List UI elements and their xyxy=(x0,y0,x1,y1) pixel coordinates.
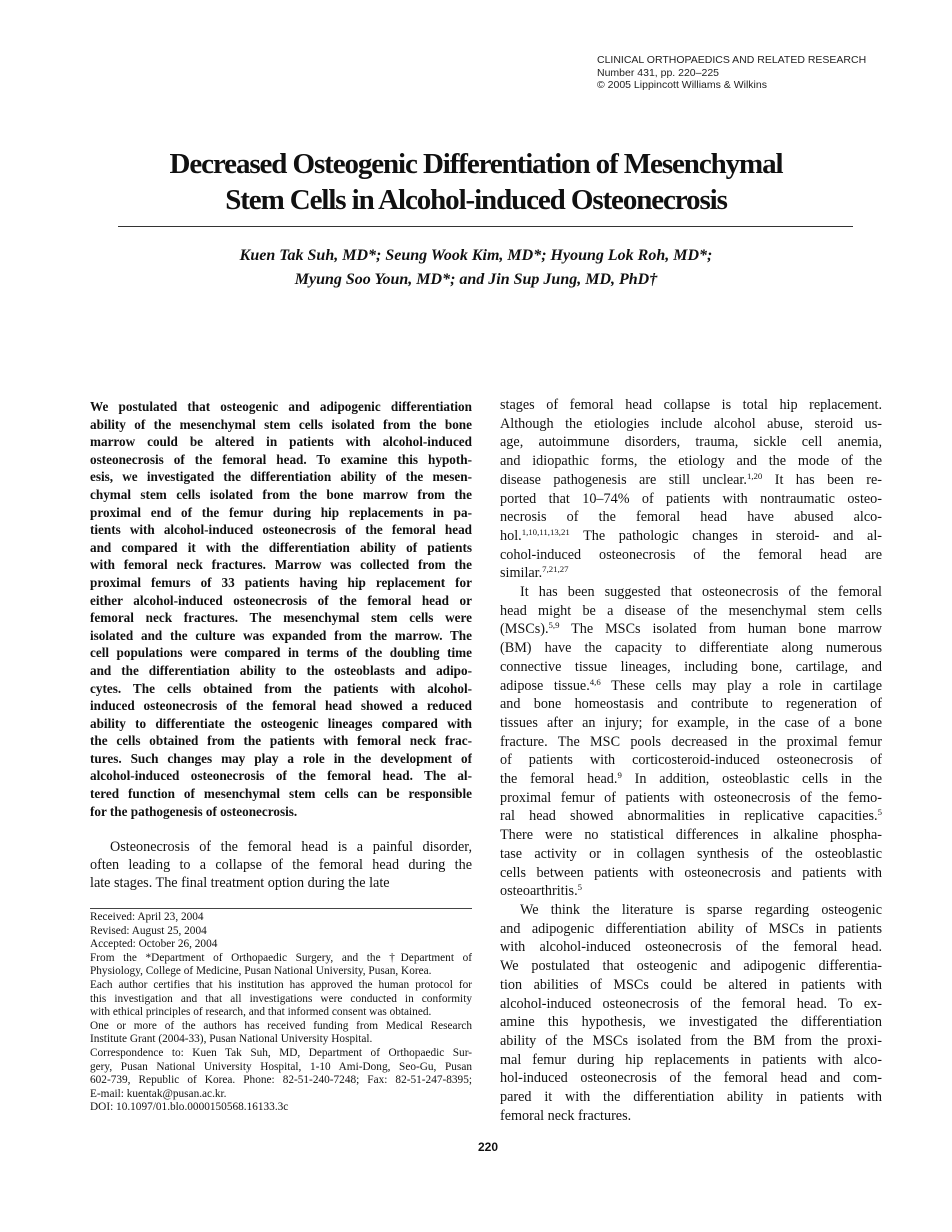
text-line: chymal stem cells isolated from the bone marrow from the xyxy=(90,486,472,502)
footnote-rule xyxy=(90,908,472,909)
text-line: tissues after an injury; for example, in the case of a bone xyxy=(500,714,882,731)
journal-copyright: © 2005 Lippincott Williams & Wilkins xyxy=(597,79,767,92)
text-line: amine this hypothesis, we investigated the differentiation xyxy=(500,1014,882,1031)
text-line: proximal femur of patients with osteonecrosis of the femo- xyxy=(500,789,882,806)
text-line: It has been suggested that osteonecrosis of the femoral xyxy=(520,584,882,601)
text-line: and the differentiation ability to the osteoblasts and adipo- xyxy=(90,662,472,678)
text-line: the femoral head.$^9$ In addition, osteoblastic cells in the xyxy=(500,770,882,788)
text-line: and adipogenic differentiation ability of MSCs in patients xyxy=(500,920,882,937)
text-line: stages of femoral head collapse is total hip replacement. xyxy=(500,397,882,413)
text-line: fracture. The MSC pools decreased in the proximal femur xyxy=(500,733,882,750)
text-line: There were no statistical differences in alkaline phospha- xyxy=(500,827,882,844)
text-line: often leading to a collapse of the femoral head during the xyxy=(90,857,472,873)
authors-line: Myung Soo Youn, MD*; and Jin Sup Jung, MD, PhD† xyxy=(294,271,658,288)
citation-superscript: 1,10,11,13,21 xyxy=(521,527,570,538)
text-line: 602-739, Republic of Korea. Phone: 82-51-240-7248; Fax: 82-51-247-8395; xyxy=(90,1074,472,1087)
text-line: cohol-induced osteonecrosis of the femoral head are xyxy=(500,546,882,563)
footnotes xyxy=(90,911,472,1115)
text-line: Although the etiologies include alcohol abuse, steroid us- xyxy=(500,415,882,432)
introduction-right xyxy=(500,396,882,1125)
text-line: cell populations were compared in terms of the doubling time xyxy=(90,645,472,661)
text-line: adipose tissue.$^{4,6}$ These cells may play a role in cartilage xyxy=(500,676,882,694)
text-line: with ethical principles of research, and that informed consent was obtained. xyxy=(90,1006,432,1019)
text-line: hol-induced osteonecrosis of the femoral head and com- xyxy=(500,1070,882,1087)
text-line: mal femur during hip replacements in patients with alco- xyxy=(500,1051,882,1068)
title-rule xyxy=(118,226,853,227)
text-line: age, autoimmune disorders, trauma, sickle cell anemia, xyxy=(500,434,882,451)
paper-title xyxy=(0,146,952,218)
text-line: We postulated that osteogenic and adipogenic differentiation xyxy=(90,399,472,414)
text-line: osteoarthritis.$^5$ xyxy=(500,882,583,900)
text-line: DOI: 10.1097/01.blo.0000150568.16133.3c xyxy=(90,1101,289,1114)
text-line: with femoral neck fractures. Marrow was collected from the xyxy=(90,557,472,573)
text-line: Osteonecrosis of the femoral head is a painful disorder, xyxy=(110,839,472,855)
author-list xyxy=(0,244,952,292)
citation-superscript: 9 xyxy=(617,770,622,781)
abstract xyxy=(90,398,472,820)
text-line: Correspondence to: Kuen Tak Suh, MD, Department of Orthopaedic Sur- xyxy=(90,1046,472,1059)
text-line: ral head showed abnormalities in replicative capacities.$^5$ xyxy=(500,807,882,825)
citation-superscript: 7,21,27 xyxy=(542,564,569,575)
title-line: Stem Cells in Alcohol-induced Osteonecrosis xyxy=(225,184,727,216)
text-line: We think the literature is sparse regarding osteogenic xyxy=(520,901,882,918)
title-line: Decreased Osteogenic Differentiation of Mesenchymal xyxy=(169,148,783,180)
text-line: One or more of the authors has received funding from Medical Research xyxy=(90,1019,472,1032)
text-line: late stages. The final treatment option during the late xyxy=(90,875,390,891)
text-line: cells between patients with osteonecrosis and patients with xyxy=(500,864,882,881)
journal-name: CLINICAL ORTHOPAEDICS AND RELATED RESEARCH xyxy=(597,54,867,66)
text-line: proximal femurs of 33 patients having hip replacement for xyxy=(90,574,472,590)
citation-superscript: 5 xyxy=(577,882,583,893)
text-line: gery, Pusan National University Hospital, 1-10 Ami-Dong, Seo-Gu, Pusan xyxy=(90,1060,472,1073)
text-line: Each author certifies that his institution has approved the human protocol for xyxy=(90,978,472,991)
text-line: esis, we investigated the differentiation ability of the mesen- xyxy=(90,469,472,485)
text-line: pared it with the differentiation ability in patients with xyxy=(500,1089,882,1106)
text-line: ability of the mesenchymal stem cells isolated from the bone xyxy=(90,416,472,432)
page-number: 220 xyxy=(477,1140,499,1154)
text-line: tered function of mesenchymal stem cells can be responsible xyxy=(90,786,472,802)
text-line: marrow could be altered in patients with alcohol-induced xyxy=(90,434,472,450)
text-line: (MSCs).$^{5,9}$ The MSCs isolated from human bone marrow xyxy=(500,620,882,638)
text-line: Physiology, College of Medicine, Pusan National University, Pusan, Korea. xyxy=(90,965,432,978)
text-line: alcohol-induced osteonecrosis of the femoral head. To ex- xyxy=(500,995,882,1012)
introduction-left xyxy=(90,838,472,892)
text-line: similar.$^{7,21,27}$ xyxy=(500,564,569,582)
text-line: alcohol-induced osteonecrosis of the femoral head. The al- xyxy=(90,768,472,784)
text-line: tients with alcohol-induced osteonecrosis of the femoral head xyxy=(90,522,472,538)
text-line: necrosis of the femoral head have abused alco- xyxy=(500,509,882,526)
text-line: ability of the MSCs isolated from the BM from the proxi- xyxy=(500,1032,882,1049)
text-line: From the *Department of Orthopaedic Surgery, and the †Department of xyxy=(90,951,472,964)
text-line: of patients with corticosteroid-induced osteonecrosis of xyxy=(500,752,882,769)
text-line: femoral neck fractures. The mesenchymal stem cells were xyxy=(90,610,472,626)
text-line: ability to differentiate the osteogenic lineages compared with xyxy=(90,715,472,731)
text-line: (BM) have the capacity to differentiate along numerous xyxy=(500,640,882,657)
text-line: ported that 10–74% of patients with nontraumatic osteo- xyxy=(500,490,882,507)
text-line: connective tissue lineages, including bone, cartilage, and xyxy=(500,658,882,675)
journal-issue: Number 431, pp. 220–225 xyxy=(597,66,720,79)
text-line: and idiopathic forms, the etiology and the mode of the xyxy=(500,453,882,470)
text-line: Institute Grant (2004-33), Pusan National University Hospital. xyxy=(90,1033,373,1046)
text-line: tase activity or in collagen synthesis of the osteoblastic xyxy=(500,845,882,862)
text-line: tion abilities of MSCs could be altered in patients with xyxy=(500,976,882,993)
text-line: induced osteonecrosis of the femoral head showed a reduced xyxy=(90,698,472,714)
text-line: head might be a disease of the mesenchymal stem cells xyxy=(500,602,882,619)
text-line: for the pathogenesis of osteonecrosis. xyxy=(90,803,298,819)
text-line: with alcohol-induced osteonecrosis of the femoral head. xyxy=(500,939,882,956)
text-line: Received: April 23, 2004 xyxy=(90,911,204,923)
text-line: E-mail: kuentak@pusan.ac.kr. xyxy=(90,1087,227,1100)
citation-superscript: 4,6 xyxy=(589,676,601,687)
authors-line: Kuen Tak Suh, MD*; Seung Wook Kim, MD*; Hyoung Lok Roh, MD*; xyxy=(239,247,713,264)
text-line: We postulated that osteogenic and adipogenic differentia- xyxy=(500,958,882,975)
text-line: either alcohol-induced osteonecrosis of the femoral head or xyxy=(90,592,472,608)
text-line: Accepted: October 26, 2004 xyxy=(90,938,218,951)
text-line: tures. Such changes may play a role in the development of xyxy=(90,750,472,766)
journal-header xyxy=(597,54,866,92)
text-line: this investigation and that all investigations were conducted in conformity xyxy=(90,992,472,1005)
citation-superscript: 5 xyxy=(877,807,882,818)
citation-superscript: 5,9 xyxy=(548,620,560,631)
text-line: cytes. The cells obtained from the patients with alcohol- xyxy=(90,680,472,696)
text-line: Revised: August 25, 2004 xyxy=(90,924,207,937)
text-line: disease pathogenesis are still unclear.$^{1,20}$ It has been re- xyxy=(500,470,882,488)
text-line: hol.$^{1,10,11,13,21}$ The pathologic changes in steroid- and al- xyxy=(500,527,882,544)
text-line: proximal end of the femur during hip replacements in pa- xyxy=(90,504,472,520)
text-line: and compared it with the differentiation ability of patients xyxy=(90,539,472,555)
text-line: the cells obtained from the patients with femoral neck frac- xyxy=(90,733,472,749)
citation-superscript: 1,20 xyxy=(746,470,763,481)
text-line: osteonecrosis of the femoral head. To examine this hypoth- xyxy=(90,451,472,467)
text-line: isolated and the culture was expanded from the marrow. The xyxy=(90,627,472,643)
text-line: femoral neck fractures. xyxy=(500,1107,632,1124)
text-line: and bone homeostasis and contribute to regeneration of xyxy=(500,696,882,713)
